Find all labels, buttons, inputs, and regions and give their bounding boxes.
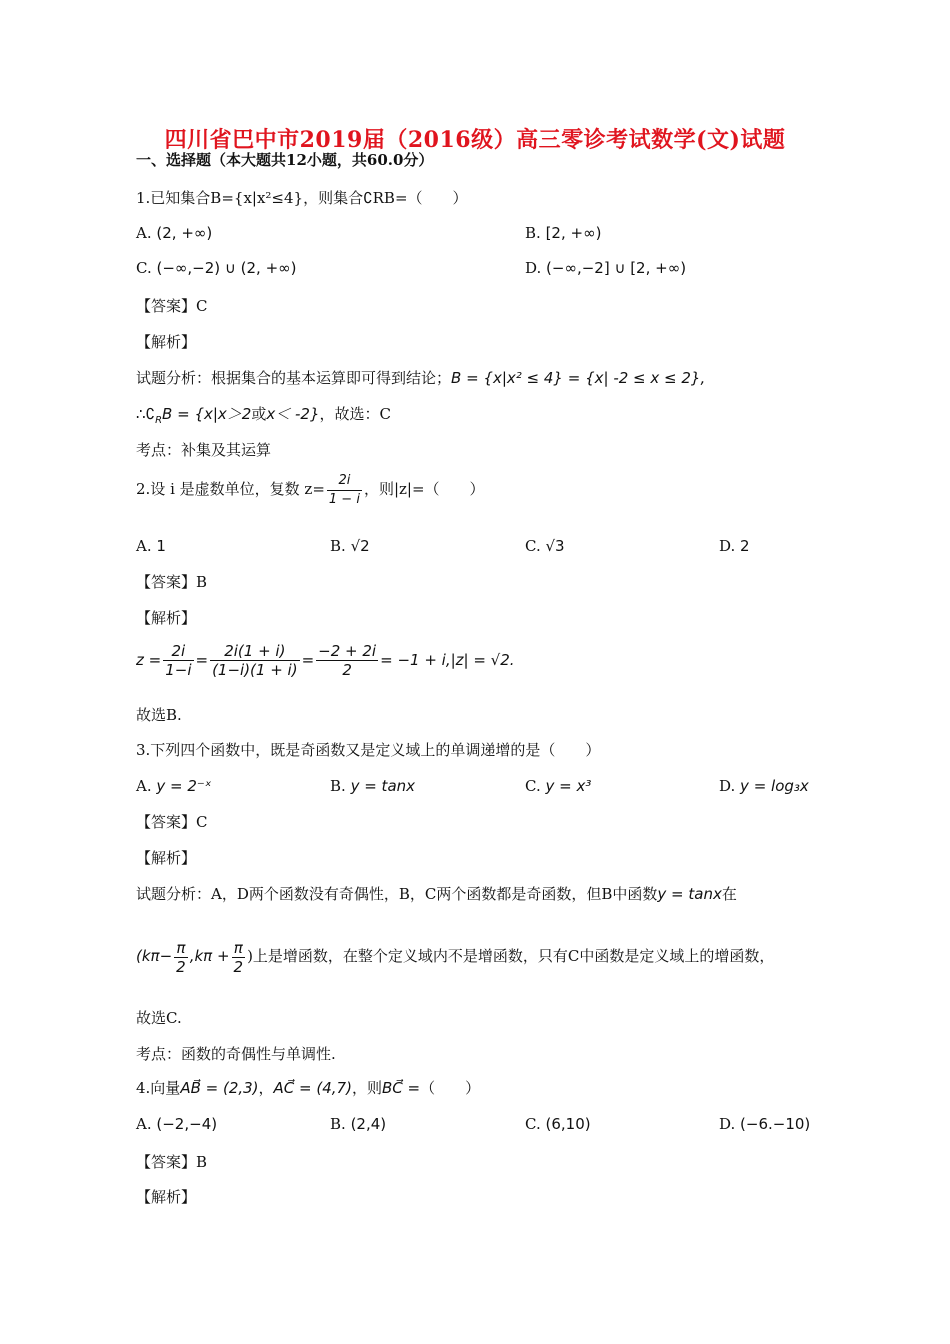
q4-answer: 【答案】B — [136, 1153, 208, 1171]
q1-analysis-line1: 试题分析：根据集合的基本运算即可得到结论；B = {x|x² ≤ 4} = {x| -2 ≤ x ≤ 2}, — [136, 369, 706, 387]
section-heading: 一、选择题（本大题共12小题，共60.0分） — [136, 151, 434, 169]
q3-option-b: B. y = tanx — [330, 777, 416, 795]
q3-analysis-line2: (kπ− $\frac{\pi}{2}$ ,kπ + $\frac{\pi}{2}$ )上是增函数，在整个定义域内不是增函数，只有C中函数是定义域上的增函数， — [136, 938, 775, 976]
q2-option-a: A. 1 — [136, 537, 166, 555]
q3-answer: 【答案】C — [136, 813, 208, 831]
q3-analysis-label: 【解析】 — [136, 849, 197, 867]
q3-stem: 3.下列四个函数中，既是奇函数又是定义域上的单调递增的是（ ） — [136, 741, 601, 759]
q3-knowledge-point: 考点：函数的奇偶性与单调性. — [136, 1045, 336, 1063]
q4-option-c: C. (6,10) — [525, 1115, 591, 1133]
q3-option-d: D. y = log₃x — [719, 777, 809, 795]
q1-option-b: B. [2, +∞) — [525, 224, 602, 242]
q3-conclusion: 故选C. — [136, 1009, 182, 1027]
q1-analysis-line2: $\therefore∁_RB = \{x|x>2$或x＜ -2}，故选：C — [136, 405, 391, 426]
q1-option-a: A. (2, +∞) — [136, 224, 213, 242]
q4-analysis-label: 【解析】 — [136, 1188, 197, 1206]
q2-conclusion: 故选B. — [136, 706, 182, 724]
q2-option-b: B. √2 — [330, 537, 370, 555]
q1-option-d: D. (−∞,−2] ∪ [2, +∞) — [525, 259, 687, 277]
q1-knowledge-point: 考点：补集及其运算 — [136, 441, 272, 459]
q1-stem: 1.已知集合B={x|x²≤4}，则集合∁RB=（ ） — [136, 189, 468, 207]
q2-stem: 2.设 i 是虚数单位，复数 z= $\frac{2i}{1 - i}$ ，则|z|=（ ） — [136, 472, 485, 507]
document-title: 四川省巴中市2019届（2016级）高三零诊考试数学(文)试题 — [164, 127, 786, 153]
q2-option-c: C. √3 — [525, 537, 565, 555]
q2-analysis-label: 【解析】 — [136, 609, 197, 627]
q3-analysis-line1: 试题分析：A，D两个函数没有奇偶性，B，C两个函数都是奇函数，但B中函数y = tanx在 — [136, 885, 737, 903]
q3-option-c: C. y = x³ — [525, 777, 592, 795]
q4-option-a: A. (−2,−4) — [136, 1115, 218, 1133]
q3-option-a: A. y = 2⁻ˣ — [136, 777, 212, 795]
q4-option-b: B. (2,4) — [330, 1115, 387, 1133]
q2-option-d: D. 2 — [719, 537, 750, 555]
q2-answer: 【答案】B — [136, 573, 208, 591]
q1-answer: 【答案】C — [136, 297, 208, 315]
q1-option-c: C. (−∞,−2) ∪ (2, +∞) — [136, 259, 297, 277]
q4-stem: 4.向量AB⃗ = (2,3)，AC⃗ = (4,7)，则BC⃗ =（ ） — [136, 1079, 481, 1097]
q2-solution-equation: z = $\frac{2i}{1-i}$ = $\frac{2i(1 + i)}{(1-i)(1 + i)}$ = $\frac{-2 + 2i}{2}$ = −1 + i,|z| = √2. — [136, 642, 515, 679]
q4-option-d: D. (−6.−10) — [719, 1115, 811, 1133]
q1-analysis-label: 【解析】 — [136, 333, 197, 351]
